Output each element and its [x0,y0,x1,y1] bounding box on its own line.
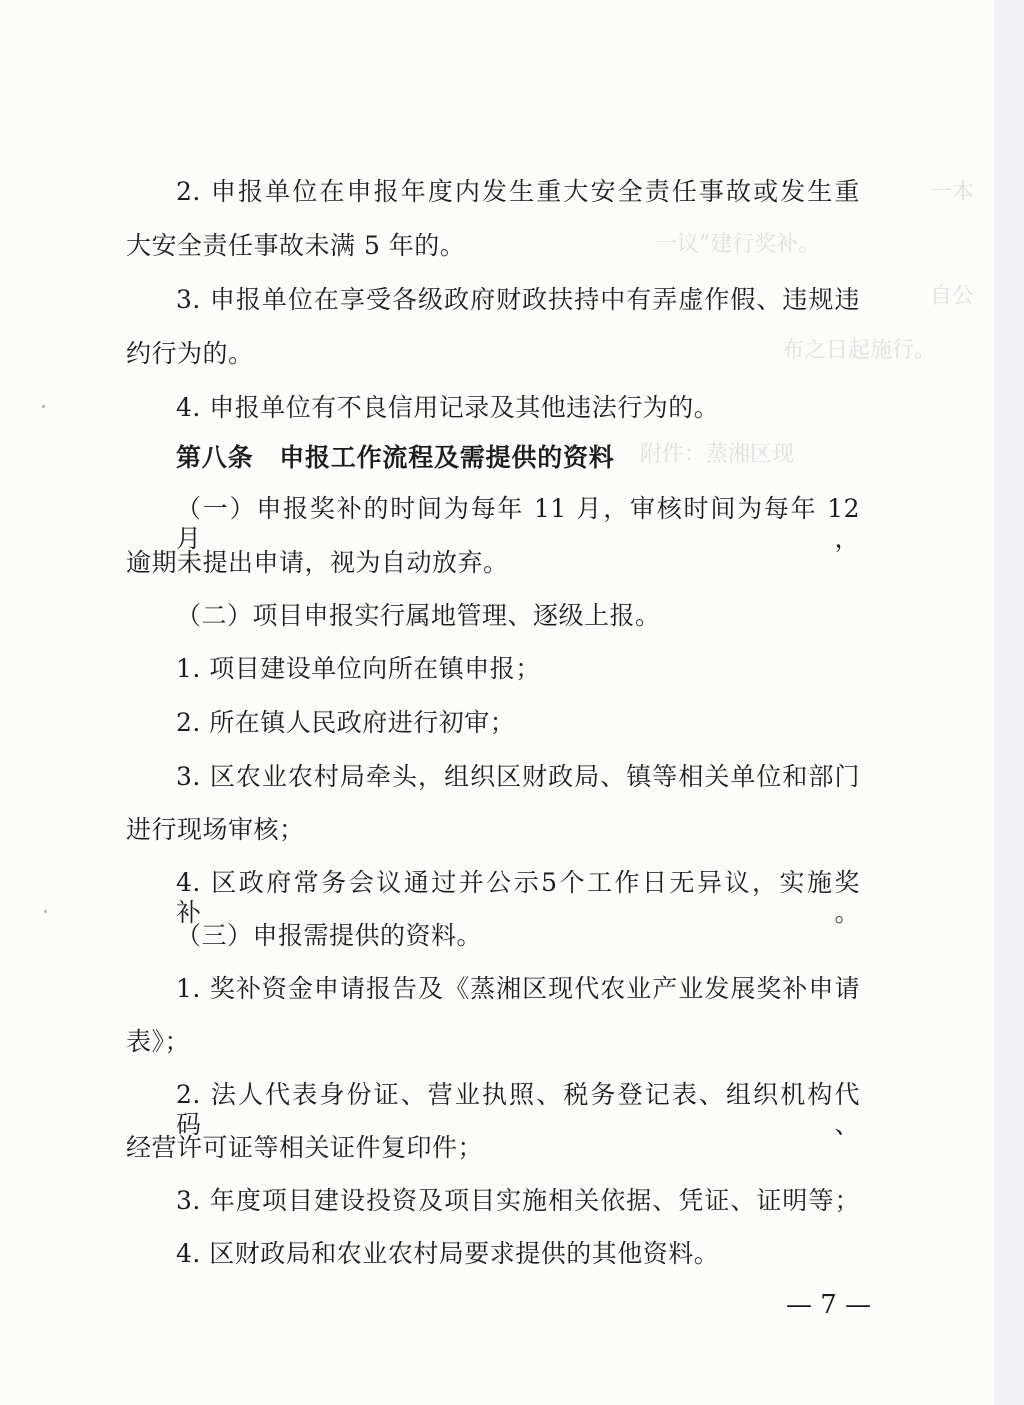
binding-mark [42,405,45,408]
paragraph-line: 4. 区政府常务会议通过并公示5个工作日无异议，实施奖补。 [176,868,860,927]
paragraph-line: （一）申报奖补的时间为每年 11 月，审核时间为每年 12 月， [176,494,860,553]
paragraph-line: 3. 年度项目建设投资及项目实施相关依据、凭证、证明等； [176,1186,860,1215]
section-heading: 第八条 申报工作流程及需提供的资料 [176,443,615,472]
paragraph-line: 进行现场审核； [126,815,305,844]
bleed-through-text: 一议”建行奖补。 [655,232,821,257]
page-number: — 7 — [786,1290,872,1320]
paragraph-line: （三）申报需提供的资料。 [176,921,483,950]
paragraph-line: 经营许可证等相关证件复印件； [126,1133,484,1162]
bleed-through-text: 附件：蒸湘区现 [640,442,795,467]
paragraph-line: （二）项目申报实行属地管理、逐级上报。 [176,601,661,630]
paragraph-line: 4. 区财政局和农业农村局要求提供的其他资料。 [176,1239,720,1268]
paragraph-line: 1. 项目建设单位向所在镇申报； [176,654,541,683]
paragraph-line: 2. 所在镇人民政府进行初审； [176,708,516,737]
paragraph-line: 逾期未提出申请，视为自动放弃。 [126,548,509,577]
paragraph-line: 约行为的。 [126,339,254,368]
bleed-through-text: 一本 [930,180,975,205]
paragraph-line: 4. 申报单位有不良信用记录及其他违法行为的。 [176,393,720,422]
paragraph-line: 表》； [126,1027,191,1056]
bleed-through-text: 布之日起施行。 [782,338,937,363]
binding-mark [44,910,47,913]
paragraph-line: 大安全责任事故未满 5 年的。 [126,231,466,260]
paragraph-line: 1. 奖补资金申请报告及《蒸湘区现代农业产业发展奖补申请 [176,974,860,1003]
paragraph-line: 2. 申报单位在申报年度内发生重大安全责任事故或发生重 [176,177,860,206]
paragraph-line: 3. 区农业农村局牵头，组织区财政局、镇等相关单位和部门 [176,762,860,791]
bleed-through-text: 自公 [930,284,975,309]
paragraph-line: 2. 法人代表身份证、营业执照、税务登记表、组织机构代码、 [176,1080,860,1139]
paragraph-line: 3. 申报单位在享受各级政府财政扶持中有弄虚作假、违规违 [176,285,860,314]
scan-edge [994,0,1024,1405]
